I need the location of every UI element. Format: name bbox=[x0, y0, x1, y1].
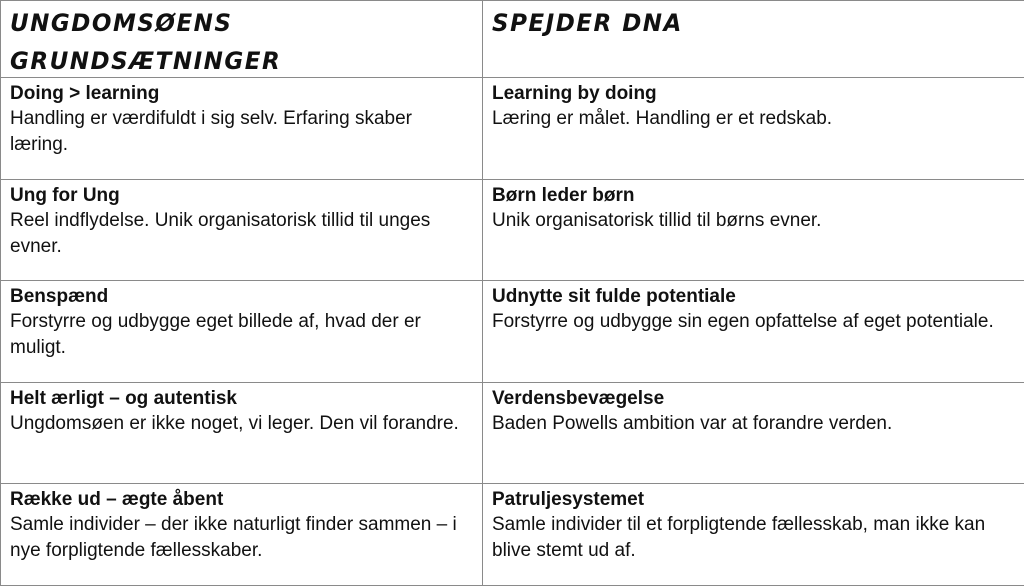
cell-text: Handling er værdifuldt i sig selv. Erfaring skaber læring. bbox=[10, 106, 474, 158]
cell-text: Baden Powells ambition var at forandre verden. bbox=[492, 411, 1016, 437]
cell-title: Ung for Ung bbox=[10, 183, 474, 208]
table-row bbox=[1, 382, 1024, 484]
column-heading-left: UNGDOMSØENS GRUNDSÆTNINGER bbox=[10, 5, 474, 81]
cell-title: Learning by doing bbox=[492, 81, 1016, 106]
table-row bbox=[1, 78, 1024, 180]
table-cell-left bbox=[1, 281, 483, 383]
cell-title: Række ud – ægte åbent bbox=[10, 487, 474, 512]
header-cell-right bbox=[483, 1, 1024, 78]
table-row bbox=[1, 281, 1024, 383]
cell-title: Børn leder børn bbox=[492, 183, 1016, 208]
cell-title: Helt ærligt – og autentisk bbox=[10, 386, 474, 411]
header-cell-left bbox=[1, 1, 483, 78]
cell-title: Udnytte sit fulde potentiale bbox=[492, 284, 1016, 309]
cell-title: Verdensbevægelse bbox=[492, 386, 1016, 411]
table-cell-right bbox=[483, 78, 1024, 180]
table-cell-right bbox=[483, 484, 1024, 586]
header-row bbox=[1, 1, 1024, 78]
cell-text: Samle individer til et forpligtende fællesskab, man ikke kan blive stemt ud af. bbox=[492, 512, 1016, 564]
table-cell-right bbox=[483, 382, 1024, 484]
cell-title: Benspænd bbox=[10, 284, 474, 309]
cell-title: Doing > learning bbox=[10, 81, 474, 106]
table-cell-left bbox=[1, 179, 483, 281]
table-cell-right bbox=[483, 179, 1024, 281]
cell-text: Reel indflydelse. Unik organisatorisk tillid til unges evner. bbox=[10, 208, 474, 260]
cell-text: Læring er målet. Handling er et redskab. bbox=[492, 106, 1016, 132]
table-row bbox=[1, 179, 1024, 281]
column-heading-right: SPEJDER DNA bbox=[492, 5, 1016, 43]
cell-text: Ungdomsøen er ikke noget, vi leger. Den vil forandre. bbox=[10, 411, 474, 437]
table-cell-right bbox=[483, 281, 1024, 383]
table-cell-left bbox=[1, 382, 483, 484]
table-cell-left bbox=[1, 484, 483, 586]
cell-text: Forstyrre og udbygge sin egen opfattelse af eget potentiale. bbox=[492, 309, 1016, 335]
cell-text: Unik organisatorisk tillid til børns evner. bbox=[492, 208, 1016, 234]
table-row bbox=[1, 484, 1024, 586]
cell-title: Patruljesystemet bbox=[492, 487, 1016, 512]
cell-text: Samle individer – der ikke naturligt finder sammen – i nye forpligtende fællesskaber. bbox=[10, 512, 474, 564]
cell-text: Forstyrre og udbygge eget billede af, hvad der er muligt. bbox=[10, 309, 474, 361]
table-cell-left bbox=[1, 78, 483, 180]
